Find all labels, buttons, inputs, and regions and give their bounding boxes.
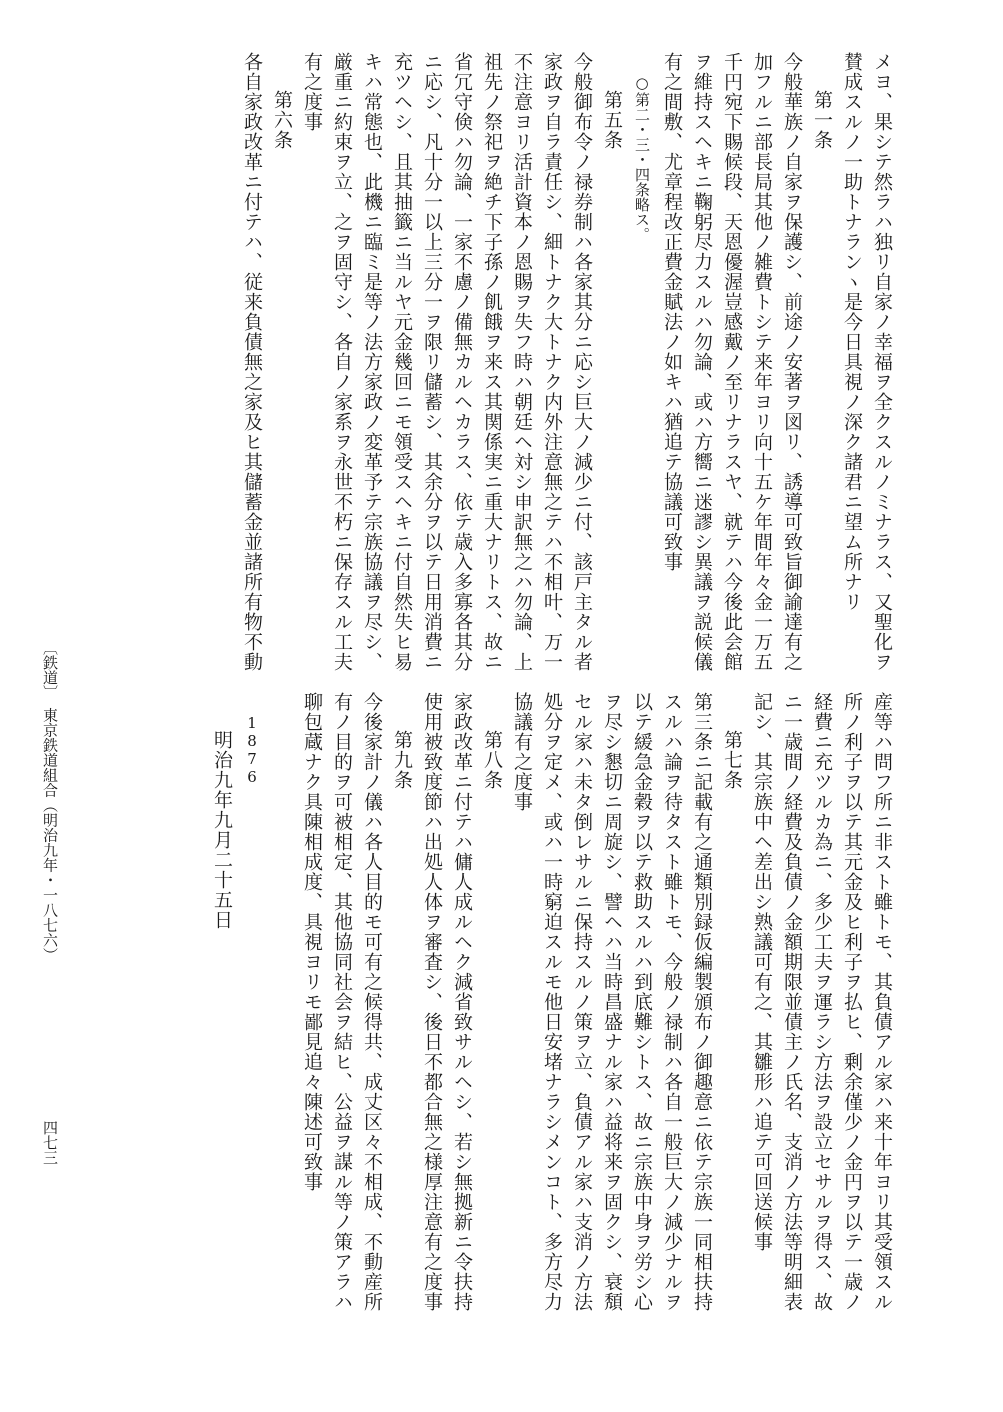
text-column: 省冗守倹ハ勿論、一家不慮ノ備無カルヘカラス、依テ歳入多寡各其分: [451, 52, 473, 672]
text-block-lower: [207, 692, 897, 1312]
text-column: 家政改革ニ付テハ傭人成ルヘク減省致サルヘシ、若シ無拠新ニ令扶持: [451, 692, 473, 1312]
text-block-upper: [237, 52, 897, 672]
text-column: 協議有之度事: [511, 692, 533, 812]
article-heading: 第五条: [601, 90, 623, 150]
text-column: ヲ尽シ懇切ニ周旋シ、譬ヘハ当時昌盛ナル家ハ益将来ヲ固クシ、衰頽: [601, 692, 623, 1312]
text-column: スルハ論ヲ待タスト雖トモ、今般ノ禄制ハ各自一般巨大ノ減少ナルヲ: [661, 692, 683, 1312]
text-column: ヲ維持スヘキニ鞠躬尽力スルハ勿論、或ハ方嚮ニ迷謬シ異議ヲ説候儀: [691, 52, 713, 672]
article-heading: 第一条: [811, 90, 833, 150]
document-date: 明治九年九月二十五日: [211, 730, 233, 930]
running-header: 〔鉄道〕 東京鉄道組合（明治九年・一八七六）: [41, 640, 59, 963]
article-heading: 第六条: [271, 90, 293, 150]
article-heading: 第七条: [721, 730, 743, 790]
column-gap: [267, 692, 297, 1312]
text-column: 所ノ利子ヲ以テ其元金及ヒ利子ヲ払ヒ、剰余僅少ノ金円ヲ以テ一歳ノ: [841, 692, 863, 1312]
text-column: 以テ緩急金穀ヲ以テ救助スルハ到底難シトス、故ニ宗族中身ヲ労シ心: [631, 692, 653, 1312]
text-column: 充ツヘシ、且其抽籤ニ当ルヤ元金幾回ニモ領受スヘキニ付自然失ヒ易: [391, 52, 413, 672]
text-column: 処分ヲ定メ、或ハ一時窮迫スルモ他日安堵ナラシメンコト、多方尽力: [541, 692, 563, 1312]
text-column: 祖先ノ祭祀ヲ絶チ下子孫ノ飢餓ヲ来ス其関係実ニ重大ナリトス、故ニ: [481, 52, 503, 672]
text-column: キハ常態也、此機ニ臨ミ是等ノ法方家政ノ変革予テ宗族協議ヲ尽シ、: [361, 52, 383, 672]
text-column: 有ノ目的ヲ可被相定、其他協同社会ヲ結ヒ、公益ヲ謀ル等ノ策アラハ: [331, 692, 353, 1312]
text-column: 今後家計ノ儀ハ各人目的モ可有之候得共、成丈区々不相成、不動産所: [361, 692, 383, 1312]
text-column: 有之間敷、尤章程改正費金賦法ノ如キハ猶追テ協議可致事: [661, 52, 683, 572]
page-number: 四七三: [41, 1120, 59, 1165]
text-column: 記シ、其宗族中ヘ差出シ熟議可有之、其雛形ハ追テ可回送候事: [751, 692, 773, 1252]
text-column: セル家ハ未タ倒レサルニ保持スルノ策ヲ立、負債アル家ハ支消ノ方法: [571, 692, 593, 1312]
text-column: 各自家政改革ニ付テハ、従来負債無之家及ヒ其儲蓄金並諸所有物不動: [241, 52, 263, 672]
text-column: 今般御布令ノ禄券制ハ各家其分ニ応シ巨大ノ減少ニ付、該戸主タル者: [571, 52, 593, 672]
text-column: 使用被致度節ハ出処人体ヲ審査シ、後日不都合無之様厚注意有之度事: [421, 692, 443, 1312]
text-column: 不注意ヨリ活計資本ノ恩賜ヲ失フ時ハ朝廷ヘ対シ申訳無之ハ勿論、上: [511, 52, 533, 672]
text-column: 家政ヲ自ラ責任シ、細トナク大トナク内外注意無之テハ不相叶、万一: [541, 52, 563, 672]
editorial-note: ○第二・三・四条略ス。: [633, 74, 651, 242]
text-column: 産等ハ問フ所ニ非スト雖トモ、其負債アル家ハ来十年ヨリ其受領スル: [871, 692, 893, 1312]
text-column: 今般華族ノ自家ヲ保護シ、前途ノ安著ヲ図リ、誘導可致旨御諭達有之: [781, 52, 803, 672]
article-heading: 第九条: [391, 730, 413, 790]
text-column: 有之度事: [301, 52, 323, 132]
text-column: 賛成スルノ一助トナランヽ是今日具視ノ深ク諸君ニ望ム所ナリ: [841, 52, 863, 612]
text-column: 千円宛下賜候段、天恩優渥豈感戴ノ至リナラスヤ、就テハ今後此会館: [721, 52, 743, 672]
text-column: 第三条ニ記載有之通類別録仮編製頒布ノ御趣意ニ依テ宗族一同相扶持: [691, 692, 713, 1312]
text-column: 加フルニ部長局其他ノ雑費トシテ来年ヨリ向十五ケ年間年々金一万五: [751, 52, 773, 672]
year-gloss: 1876: [243, 714, 261, 786]
article-heading: 第八条: [481, 730, 503, 790]
text-column: ニ応シ、凡十分一以上三分一ヲ限リ儲蓄シ、其余分ヲ以テ日用消費ニ: [421, 52, 443, 672]
text-column: ニ一歳間ノ経費及負債ノ金額期限並債主ノ氏名、支消ノ方法等明細表: [781, 692, 803, 1312]
text-column: 経費ニ充ツルカ為ニ、多少工夫ヲ運ラシ方法ヲ設立セサルヲ得ス、故: [811, 692, 833, 1312]
text-column: 厳重ニ約束ヲ立、之ヲ固守シ、各自ノ家系ヲ永世不朽ニ保存スル工夫: [331, 52, 353, 672]
text-column: メヨ、果シテ然ラハ独リ自家ノ幸福ヲ全クスルノミナラス、又聖化ヲ: [871, 52, 893, 672]
text-column: 聊包蔵ナク具陳相成度、具視ヨリモ鄙見追々陳述可致事: [301, 692, 323, 1192]
